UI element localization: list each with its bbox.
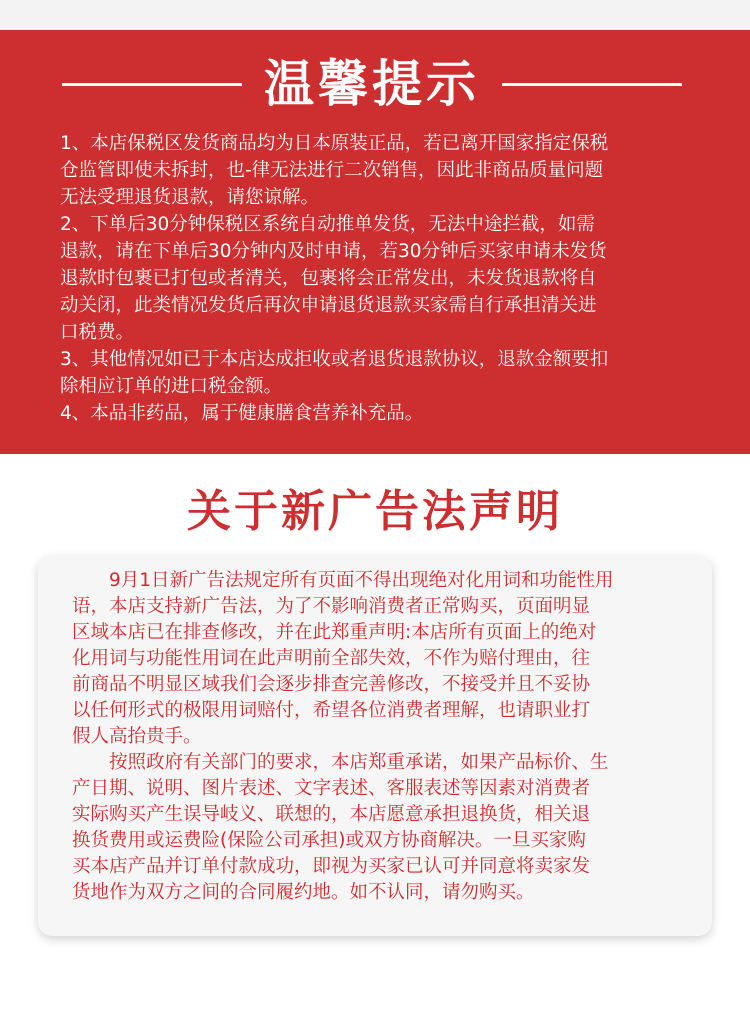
declaration-paragraph-1: 9月1日新广告法规定所有页面不得出现绝对化用词和功能性用 语，本店支持新广告法，为了不影响消费者正常购买，页面明显 区域本店已在排查修改，并在此郑重声明:本店所有页面上的绝对 化用词与功能性用词在此声明前全部失效，不作为赔付理由，往 前商品不明显区域我们会逐步排查完善修改，不接受并且不妥协 以任何形式的极限用词赔付，希望各位消费者理解，也请职业打 假人高抬贵手。 bbox=[72, 570, 614, 747]
notice-section bbox=[0, 30, 750, 454]
declaration-title: 关于新广告法声明 bbox=[187, 486, 563, 537]
notice-item-4: 4、本品非药品，属于健康膳食营养补充品。 bbox=[60, 403, 424, 424]
notice-item-3: 3、其他情况如已于本店达成拒收或者退货退款协议，退款金额要扣 除相应订单的进口税金额。 bbox=[60, 349, 609, 397]
title-divider-right bbox=[502, 83, 682, 86]
declaration-body bbox=[72, 568, 684, 906]
notice-body bbox=[60, 130, 695, 427]
notice-item-2: 2、下单后30分钟保税区系统自动推单发货，无法中途拦截，如需 退款，请在下单后30分钟内及时申请，若30分钟后买家申请未发货 退款时包裹已打包或者清关，包裹将会正常发出，未发货退款将自 动关闭，此类情况发货后再次申请退货退款买家需自行承担清关进 口税费。 bbox=[60, 214, 607, 343]
notice-item-1: 1、本店保税区发货商品均为日本原装正品，若已离开国家指定保税 仓监管即使未拆封，也-律无法进行二次销售，因此非商品质量问题 无法受理退货退款，请您谅解。 bbox=[60, 133, 609, 208]
declaration-box bbox=[38, 556, 712, 936]
title-divider-left bbox=[62, 83, 242, 86]
declaration-paragraph-2: 按照政府有关部门的要求，本店郑重承诺，如果产品标价、生 产日期、说明、图片表述、文字表述、客服表述等因素对消费者 实际购买产生误导岐义、联想的，本店愿意承担退换货，相关退 换货费用或运费险(保险公司承担)或双方协商解决。一旦买家购 买本店产品并订单付款成功，即视为买家已认可并同意将卖家发 货地作为双方之间的合同履约地。如不认同，请勿购买。 bbox=[72, 752, 609, 903]
top-strip bbox=[0, 0, 750, 30]
notice-title: 温馨提示 bbox=[264, 55, 480, 113]
notice-title-row bbox=[0, 52, 750, 116]
